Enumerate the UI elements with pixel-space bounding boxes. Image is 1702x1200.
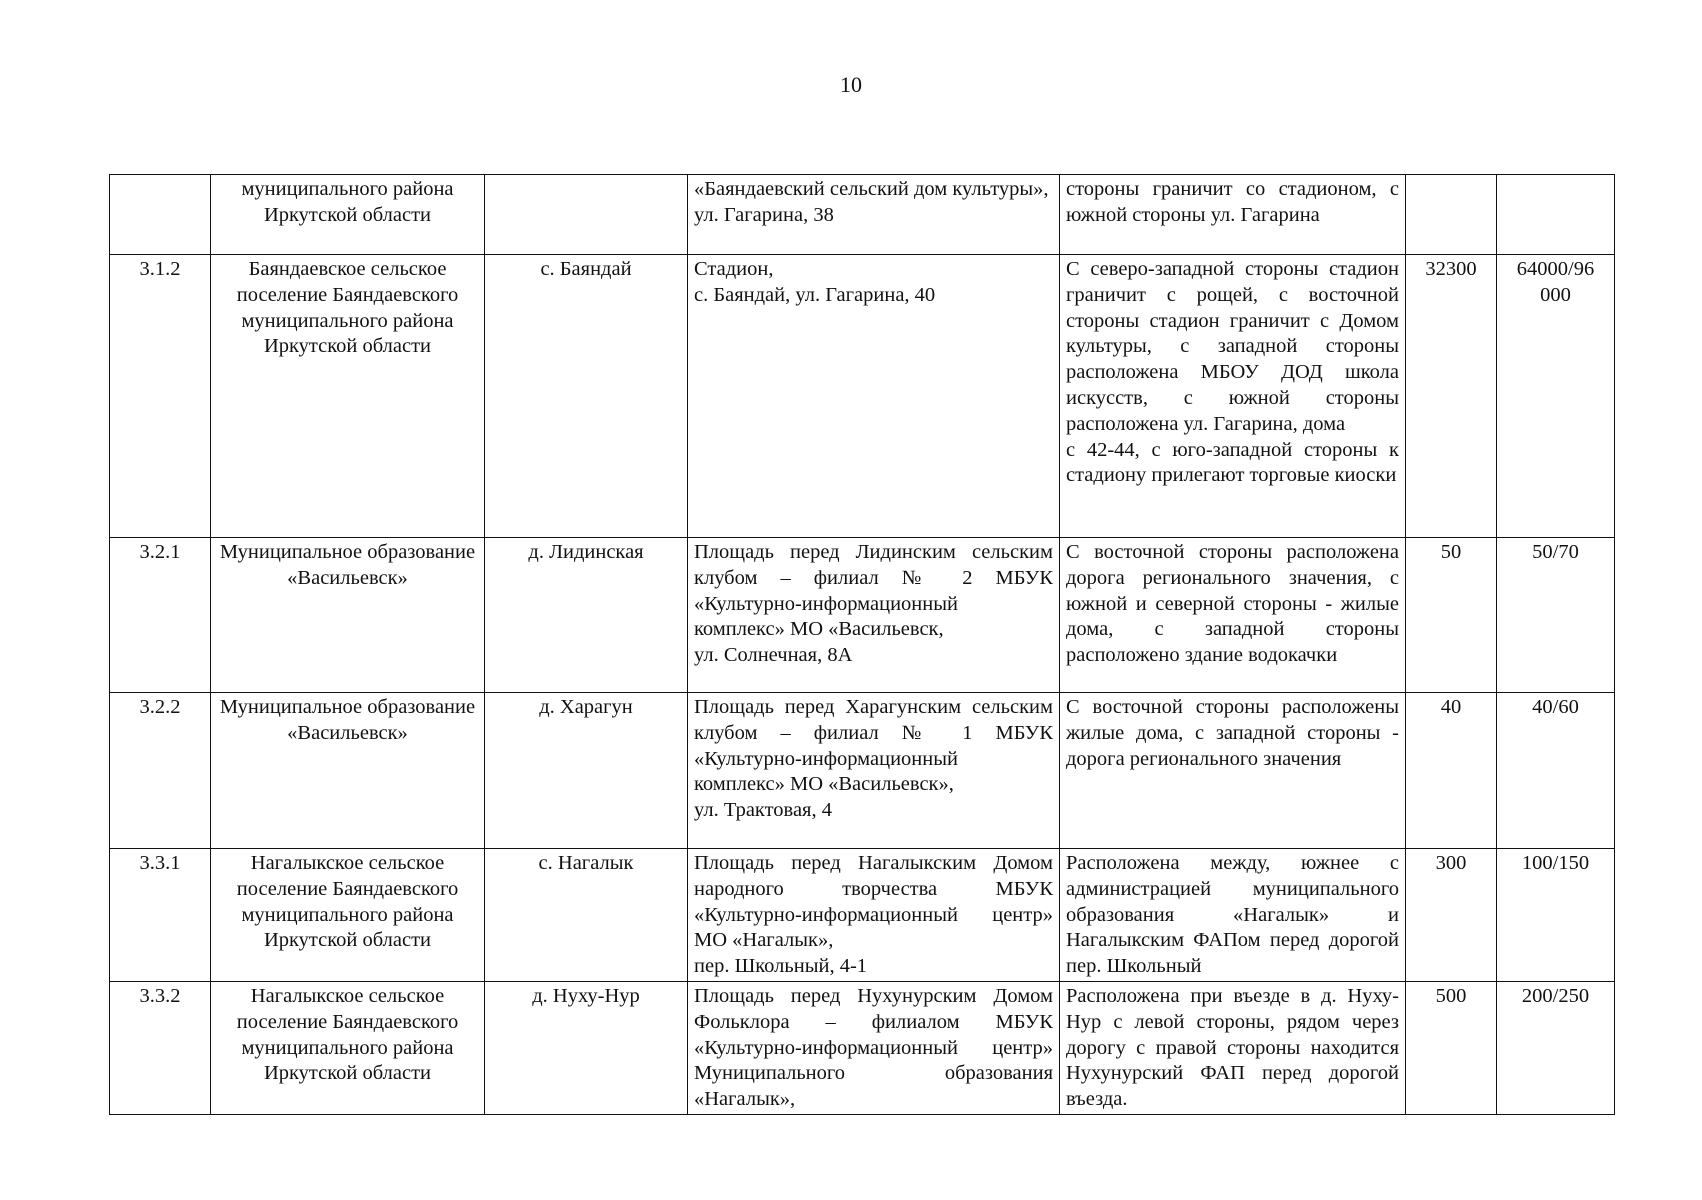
object-text: Площадь перед Нухунурским Домом Фольклора – филиалом МБУК «Культурно-информационный центр» Муниципального образования «Нагалык», [694,984,1053,1111]
object-cell [688,849,1060,982]
municipality-cell [211,255,485,538]
boundaries-cell [1060,255,1406,538]
object-cell [688,175,1060,255]
table-row [110,255,1615,538]
boundaries-text: С северо-западной стороны стадион граничит с рощей, с восточной стороны стадион граничит с Домом культуры, с западной стороны расположена МБОУ ДОД школа искусств, с южной стороны расположена ул. Гагарина, дома с 42-44, с юго-западной стороны к стадиону прилегают торговые киоски [1066,258,1399,487]
object-text: Площадь перед Нагалыкским Домом народного творчества МБУК «Культурно-информационный центр» МО «Нагалык», пер. Школьный, 4-1 [694,852,1053,978]
row-number-cell [110,849,211,982]
municipality-text: Муниципальное образование «Васильевск» [219,696,476,744]
municipality-text: Баяндаевское сельское поселение Баяндаевского муниципального района Иркутской области [236,258,459,358]
municipality-cell [211,693,485,849]
object-cell [688,538,1060,693]
capacity-value: 300 [1435,852,1467,874]
table-row [110,175,1615,255]
boundaries-cell [1060,175,1406,255]
object-cell [688,981,1060,1114]
settlement-cell [485,693,688,849]
municipality-cell [211,538,485,693]
settlement-cell [485,849,688,982]
settlement-text: д. Нуху-Нур [532,984,640,1007]
object-cell [688,255,1060,538]
sites-table [109,174,1615,1115]
settlement-text: с. Баяндай [540,258,632,280]
table-row [110,849,1615,982]
municipality-cell [211,175,485,255]
norm-value: 40/60 [1532,696,1579,718]
capacity-cell [1406,981,1497,1114]
norm-value: 64000/96 000 [1516,258,1595,306]
boundaries-text: С восточной стороны расположены жилые дома, с западной стороны - дорога регионального значения [1066,696,1399,770]
settlement-text: с. Нагалык [538,852,634,874]
object-text: Площадь перед Харагунским сельским клубом – филиал № 1 МБУК «Культурно-информационный комплекс» МО «Васильевск», ул. Трактовая, 4 [694,696,1053,822]
row-number: 3.2.2 [139,696,181,718]
norm-cell [1497,538,1615,693]
capacity-cell [1406,255,1497,538]
norm-cell [1497,981,1615,1114]
boundaries-text: Расположена между, южнее с администрацией муниципального образования «Нагалык» и Нагалыкским ФАПом перед дорогой пер. Школьный [1066,852,1399,978]
capacity-value: 50 [1440,541,1462,563]
capacity-value: 32300 [1425,258,1477,280]
norm-cell [1497,255,1615,538]
municipality-text: Муниципальное образование «Васильевск» [219,541,476,589]
capacity-cell [1406,175,1497,255]
settlement-cell [485,981,688,1114]
object-cell [688,693,1060,849]
settlement-text: д. Лидинская [528,541,644,563]
municipality-text: Нагалыкское сельское поселение Баяндаевского муниципального района Иркутской области [236,852,459,952]
row-number-cell [110,981,211,1114]
table-row [110,538,1615,693]
boundaries-text: С восточной стороны расположена дорога регионального значения, с южной и северной стороны - жилые дома, с западной стороны расположено здание водокачки [1066,541,1399,667]
table-row [110,981,1615,1114]
row-number: 3.3.1 [139,852,181,874]
table-row [110,693,1615,849]
page-number: 10 [840,72,862,97]
settlement-cell [485,538,688,693]
boundaries-cell [1060,538,1406,693]
settlement-cell [485,255,688,538]
capacity-value: 500 [1435,984,1467,1007]
row-number: 3.3.2 [139,984,181,1007]
norm-value: 200/250 [1521,984,1590,1007]
row-number-cell [110,175,211,255]
municipality-cell [211,981,485,1114]
capacity-cell [1406,538,1497,693]
capacity-value: 40 [1440,696,1462,718]
norm-cell [1497,849,1615,982]
row-number-cell [110,538,211,693]
capacity-cell [1406,693,1497,849]
row-number: 3.1.2 [139,258,181,280]
boundaries-cell [1060,849,1406,982]
municipality-cell [211,849,485,982]
boundaries-text: Расположена при въезде в д. Нуху-Нур с левой стороны, рядом через дорогу с правой стороны находится Нухунурский ФАП перед дорогой въезда. [1066,984,1399,1111]
settlement-text: д. Харагун [539,696,633,718]
row-number-cell [110,255,211,538]
norm-value: 100/150 [1521,852,1590,874]
municipality-text: муниципального района Иркутской области [241,178,454,226]
norm-cell [1497,175,1615,255]
object-text: Стадион, с. Баяндай, ул. Гагарина, 40 [694,258,936,306]
row-number: 3.2.1 [139,541,181,563]
norm-cell [1497,693,1615,849]
boundaries-cell [1060,981,1406,1114]
boundaries-cell [1060,693,1406,849]
norm-value: 50/70 [1532,541,1579,563]
row-number-cell [110,693,211,849]
object-text: Площадь перед Лидинским сельским клубом – филиал № 2 МБУК «Культурно-информационный комплекс» МО «Васильевск, ул. Солнечная, 8А [694,541,1053,667]
capacity-cell [1406,849,1497,982]
municipality-text: Нагалыкское сельское поселение Баяндаевского муниципального района Иркутской области [236,984,459,1085]
settlement-cell [485,175,688,255]
object-text: «Баяндаевский сельский дом культуры», ул. Гагарина, 38 [694,178,1049,226]
boundaries-text: стороны граничит со стадионом, с южной стороны ул. Гагарина [1066,178,1399,226]
